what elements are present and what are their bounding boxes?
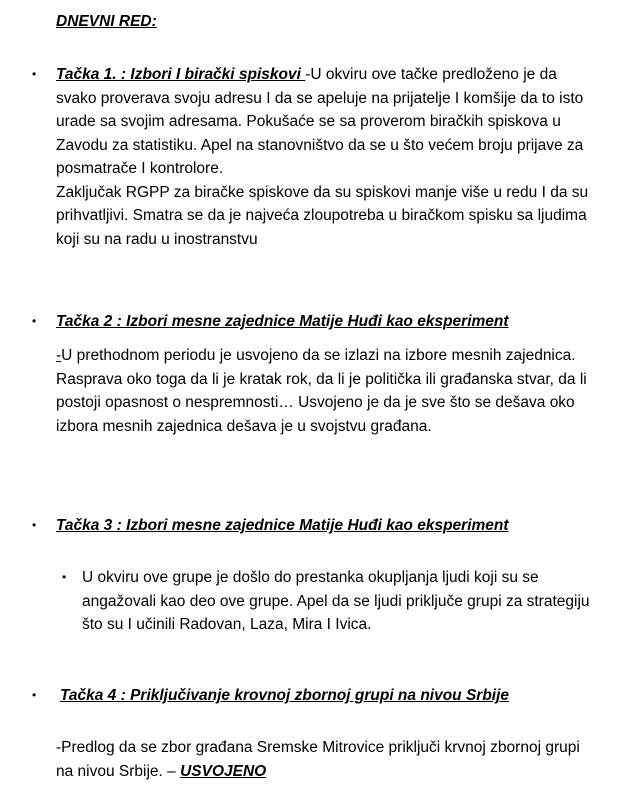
agenda-item-4-verdict: USVOJENO bbox=[180, 762, 267, 780]
sub-bullet-icon: • bbox=[62, 570, 67, 584]
agenda-item-4-text: -Predlog da se zbor građana Sremske Mitrovice priključi krvnoj zbornoj grupi na nivou Srbije. – bbox=[56, 739, 580, 780]
bullet-icon: • bbox=[32, 314, 37, 328]
agenda-item-4-title-row bbox=[60, 684, 600, 708]
bullet-icon: • bbox=[32, 518, 37, 532]
agenda-item-3-title: Tačka 3 : Izbori mesne zajednice Matije Huđi kao eksperiment bbox=[56, 517, 509, 534]
agenda-item-2-paragraph bbox=[56, 344, 596, 438]
agenda-item-3-title-row bbox=[56, 514, 596, 538]
agenda-item-2-title-row bbox=[56, 310, 596, 334]
agenda-item-4-paragraph bbox=[56, 736, 596, 783]
bullet-icon: • bbox=[32, 67, 37, 81]
agenda-item-1-body bbox=[56, 63, 596, 251]
agenda-item-1-text: -U okviru ove tačke predloženo je da svako proverava svoju adresu I da se apeluje na prijatelje I komšije da to isto urade sa svojim adresama. Pokušaće se sa proverom biračkih spiskova u Zavodu za statistiku. Apel na stanovništvo da se u što većem broju prijave za posmatrače I kontrolore. bbox=[56, 66, 584, 177]
bullet-icon: • bbox=[32, 688, 37, 702]
agenda-item-3-subitem: U okviru ove grupe je došlo do prestanka okupljanja ljudi koji su se angažovali kao deo ove grupe. Apel da se ljudi priključe grupi za strategiju što su I učinili Radovan, Laza, Mira I Ivica. bbox=[82, 569, 590, 633]
agenda-item-1-conclusion: Zaključak RGPP za biračke spiskove da su spiskovi manje više u redu I da su prihvatljivi. Smatra se da je najveća zloupotreba u biračkom spisku sa ljudima koji su na radu u inostranstvu bbox=[56, 183, 589, 248]
agenda-item-2-title: Tačka 2 : Izbori mesne zajednice Matije Huđi kao eksperiment bbox=[56, 313, 509, 330]
agenda-item-1-title: Tačka 1. : Izbori I birački spiskovi bbox=[56, 66, 306, 83]
agenda-item-2-dash: - bbox=[56, 347, 62, 364]
agenda-heading: DNEVNI RED: bbox=[56, 13, 157, 30]
agenda-item-2-text: U prethodnom periodu je usvojeno da se izlazi na izbore mesnih zajednica. Rasprava oko toga da li je kratak rok, da li je politička ili građanska stvar, da li postoji opasnost o nespremnosti… Usvojeno je da je sve što se dešava oko izbora mesnih zajednica dešava je u svojstvu građana. bbox=[56, 347, 587, 435]
agenda-item-4-title: Tačka 4 : Priključivanje krovnoj zbornoj grupi na nivou Srbije bbox=[60, 687, 510, 704]
